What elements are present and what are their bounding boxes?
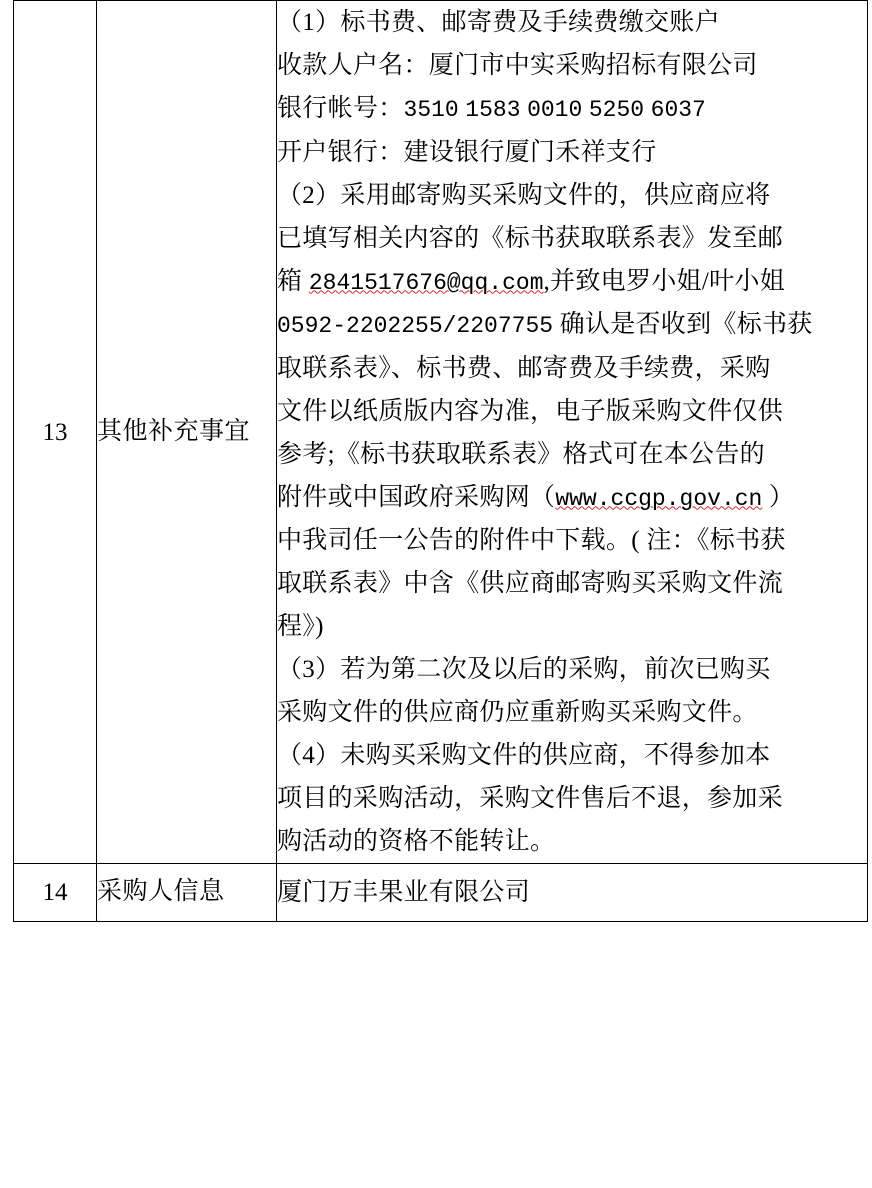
content-line: 项目的采购活动，采购文件售后不退，参加采 [277,785,784,813]
content-line: 取联系表》、标书费、邮寄费及手续费，采购 [277,354,771,382]
content-line: （4）未购买采购文件的供应商，不得参加本 [277,742,771,770]
content-line: 采购文件的供应商仍应重新购买采购文件。 [277,699,758,727]
content-line-purchaser-name: 厦门万丰果业有限公司 [277,879,531,907]
table-row [14,1,868,864]
content-line-bank-account: 银行帐号：3510 1583 0010 5250 6037 [277,95,706,123]
content-line: 程》) [277,613,324,641]
content-line: （2）采用邮寄购买采购文件的，供应商应将 [277,181,771,209]
content-line: 收款人户名：厦门市中实采购招标有限公司 [277,52,758,79]
content-line: 中我司任一公告的附件中下载。( 注：《标书获 [277,527,786,555]
row-content-cell [277,1,868,864]
row-content-cell [277,864,868,922]
row-number-cell: 14 [14,864,97,922]
content-line-website: 附件或中国政府采购网（www.ccgp.gov.cn ） [277,483,795,512]
table-row [14,864,868,922]
content-line: （1）标书费、邮寄费及手续费缴交账户 [277,9,720,36]
row-number-cell: 13 [14,1,97,864]
content-line: （3）若为第二次及以后的采购，前次已购买 [277,656,771,684]
content-line: 取联系表》中含《供应商邮寄购买采购文件流 [277,570,784,598]
content-line: 文件以纸质版内容为准，电子版采购文件仅供 [277,397,784,425]
content-line-phone: 0592-2202255/2207755 确认是否收到《标书获 [277,311,813,340]
procurement-info-table [13,0,868,922]
content-line: 参考;《标书获取联系表》格式可在本公告的 [277,440,765,468]
row-item-cell: 其他补充事宜 [97,1,277,864]
row-item-cell: 采购人信息 [97,864,277,922]
content-line: 购活动的资格不能转让。 [277,828,556,856]
content-line: 开户银行：建设银行厦门禾祥支行 [277,138,657,166]
content-line: 已填写相关内容的《标书获取联系表》发至邮 [277,224,784,252]
content-line-email: 箱 2841517676@qq.com,并致电罗小姐/叶小姐 [277,267,785,296]
